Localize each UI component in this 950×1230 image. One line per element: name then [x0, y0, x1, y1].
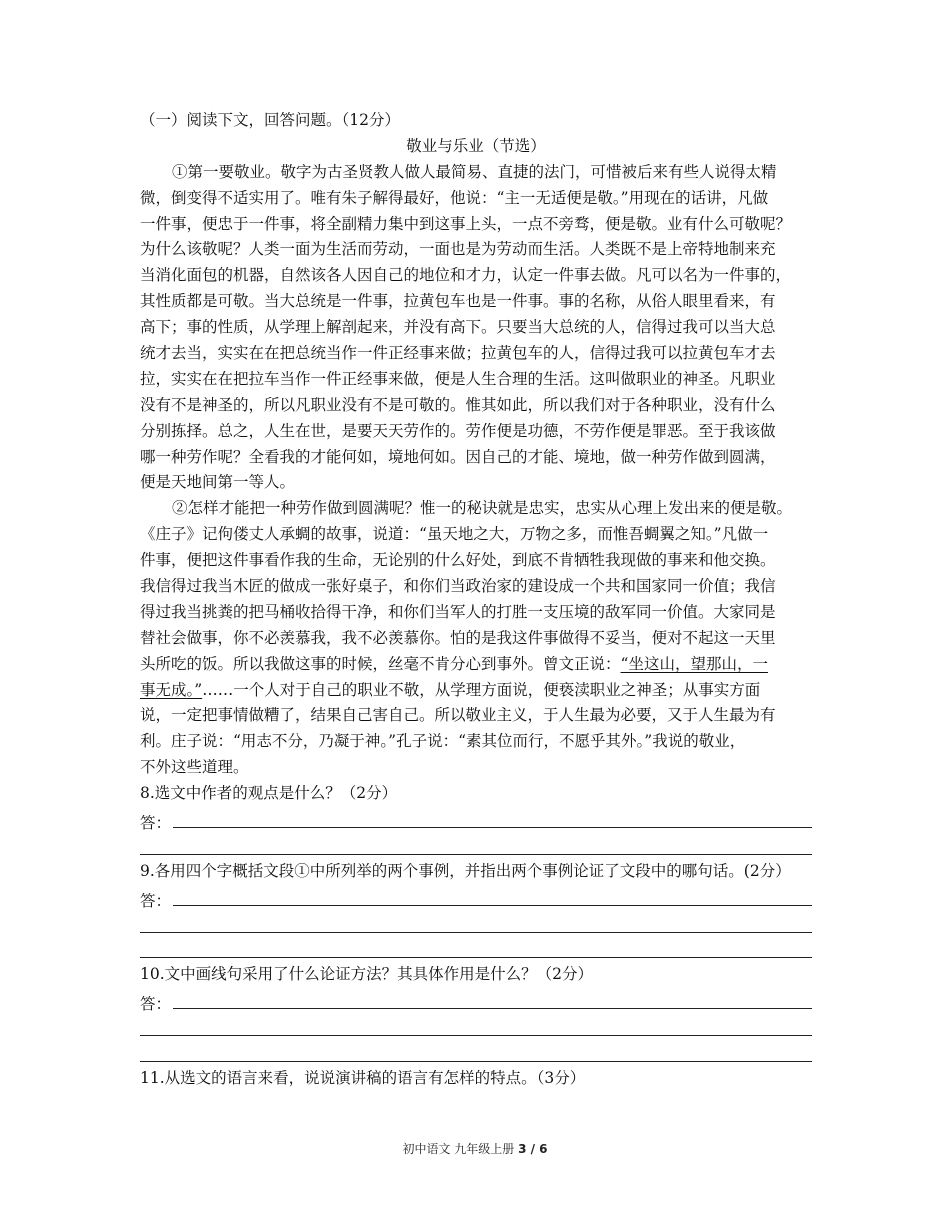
answer-line[interactable] [140, 932, 812, 933]
answer-label: 答： [140, 813, 172, 832]
paragraph-line: 拉，实实在在把拉车当作一件正经事来做，便是人生合理的生活。这叫做职业的神圣。凡职业 [140, 369, 776, 388]
page-footer [0, 1140, 950, 1157]
question-11: 11.从选文的语言来看，说说演讲稿的语言有怎样的特点。（3分） [140, 1068, 586, 1087]
passage-title: 敬业与乐业（节选） [406, 136, 546, 155]
question-10: 10.文中画线句采用了什么论证方法？其具体作用是什么？（2分） [140, 965, 594, 984]
answer-line-9c[interactable] [140, 937, 812, 963]
paragraph-line: 微，倒变得不适实用了。唯有朱子解得最好，他说：“主一无适便是敬。”用现在的话讲，凡做 [140, 188, 769, 207]
answer-line[interactable] [173, 905, 812, 906]
paragraph-line: ②怎样才能把一种劳作做到圆满呢？惟一的秘诀就是忠实，忠实从心理上发出来的便是敬。 [172, 499, 793, 518]
paragraph-line: 得过我当挑粪的把马桶收拾得干净，和你们当军人的打胜一支压境的敌军同一价值。大家同是 [140, 602, 776, 621]
paragraph-line: 高下；事的性质，从学理上解剖起来，并没有高下。只要当大总统的人，信得过我可以当大总 [140, 318, 776, 337]
answer-label: 答： [140, 891, 172, 910]
exam-page [140, 108, 812, 1092]
paragraph-line: 为什么该敬呢？人类一面为生活而劳动，一面也是为劳动而生活。人类既不是上帝特地制来充 [140, 240, 776, 259]
answer-line-10b[interactable] [140, 1014, 812, 1040]
answer-label: 答： [140, 995, 172, 1014]
paragraph-line: 其性质都是可敬。当大总统是一件事，拉黄包车也是一件事。事的名称，从俗人眼里看来，有 [140, 292, 776, 311]
question-9: 9.各用四个字概括文段①中所列举的两个事例，并指出两个事例论证了文段中的哪句话。(2分） [140, 861, 791, 880]
answer-field-10[interactable] [140, 988, 812, 1014]
answer-line-9b[interactable] [140, 911, 812, 937]
answer-line[interactable] [140, 1035, 812, 1036]
answer-field-9[interactable] [140, 885, 812, 911]
paragraph-1 [140, 160, 812, 497]
paragraph-text: ……一个人对于自己的职业不敬，从学理方面说，便亵渎职业之神圣；从事实方面 [202, 680, 761, 699]
question-8: 8.选文中作者的观点是什么？（2分） [140, 784, 398, 803]
paragraph-line: 便是天地间第一等人。 [140, 473, 296, 492]
paragraph-line: 一件事，便忠于一件事，将全副精力集中到这事上头，一点不旁骛，便是敬。业有什么可敬呢？ [140, 214, 792, 233]
answer-line[interactable] [173, 827, 812, 828]
answer-line-8b[interactable] [140, 833, 812, 859]
page-number: 3 / 6 [518, 1142, 548, 1156]
underlined-sentence: 事无成。” [140, 680, 203, 699]
paragraph-line [140, 652, 812, 678]
paragraph-line: 件事，便把这件事看作我的生命，无论别的什么好处，到底不肯牺牲我现做的事来和他交换。 [140, 551, 776, 570]
paragraph-line: 当消化面包的机器，自然该各人因自己的地位和才力，认定一件事去做。凡可以名为一件事的， [140, 266, 792, 285]
paragraph-line: 《庄子》记佝偻丈人承蜩的故事，说道：“虽天地之大，万物之多，而惟吾蜩翼之知。”凡做一 [140, 525, 769, 544]
paragraph-line: 分别拣择。总之，人生在世，是要天天劳作的。劳作便是功德，不劳作便是罪恶。至于我该做 [140, 421, 776, 440]
underlined-sentence: “坐这山，望那山，一 [620, 654, 768, 673]
paragraph-line: 哪一种劳作呢？全看我的才能何如，境地何如。因自己的才能、境地，做一种劳作做到圆满， [140, 447, 776, 466]
paragraph-line: 说，一定把事情做糟了，结果自己害自己。所以敬业主义，于人生最为必要，又于人生最为有 [140, 706, 776, 725]
footer-text: 初中语文 九年级上册 [402, 1142, 519, 1156]
paragraph-line: 替社会做事，你不必羡慕我，我不必羡慕你。怕的是我这件事做得不妥当，便对不起这一天里 [140, 628, 776, 647]
section-heading: （一）阅读下文，回答问题。（12分） [140, 111, 400, 129]
paragraph-line: 不外这些道理。 [140, 758, 249, 777]
answer-line[interactable] [140, 957, 812, 958]
paragraph-line [140, 678, 812, 704]
paragraph-text: 头所吃的饭。所以我做这事的时候，丝毫不肯分心到事外。曾文正说： [140, 654, 621, 673]
answer-line-10c[interactable] [140, 1040, 812, 1066]
answer-line[interactable] [140, 1061, 812, 1062]
answer-line[interactable] [140, 854, 812, 855]
paragraph-line: ①第一要敬业。敬字为古圣贤教人做人最简易、直捷的法门，可惜被后来有些人说得太精 [172, 162, 777, 181]
paragraph-line: 没有不是神圣的，所以凡职业没有不是可敬的。惟其如此，所以我们对于各种职业，没有什么 [140, 395, 776, 414]
paragraph-line: 利。庄子说：“用志不分，乃凝于神。”孔子说：“素其位而行，不愿乎其外。”我说的敬业， [140, 732, 746, 751]
paragraph-2 [140, 496, 812, 781]
paragraph-line: 我信得过我当木匠的做成一张好桌子，和你们当政治家的建设成一个共和国家同一价值；我信 [140, 577, 776, 596]
paragraph-line: 统才去当，实实在在把总统当作一件正经事来做；拉黄包车的人，信得过我可以拉黄包车才去 [140, 344, 776, 363]
answer-field-8[interactable] [140, 807, 812, 833]
answer-line[interactable] [173, 1008, 812, 1009]
